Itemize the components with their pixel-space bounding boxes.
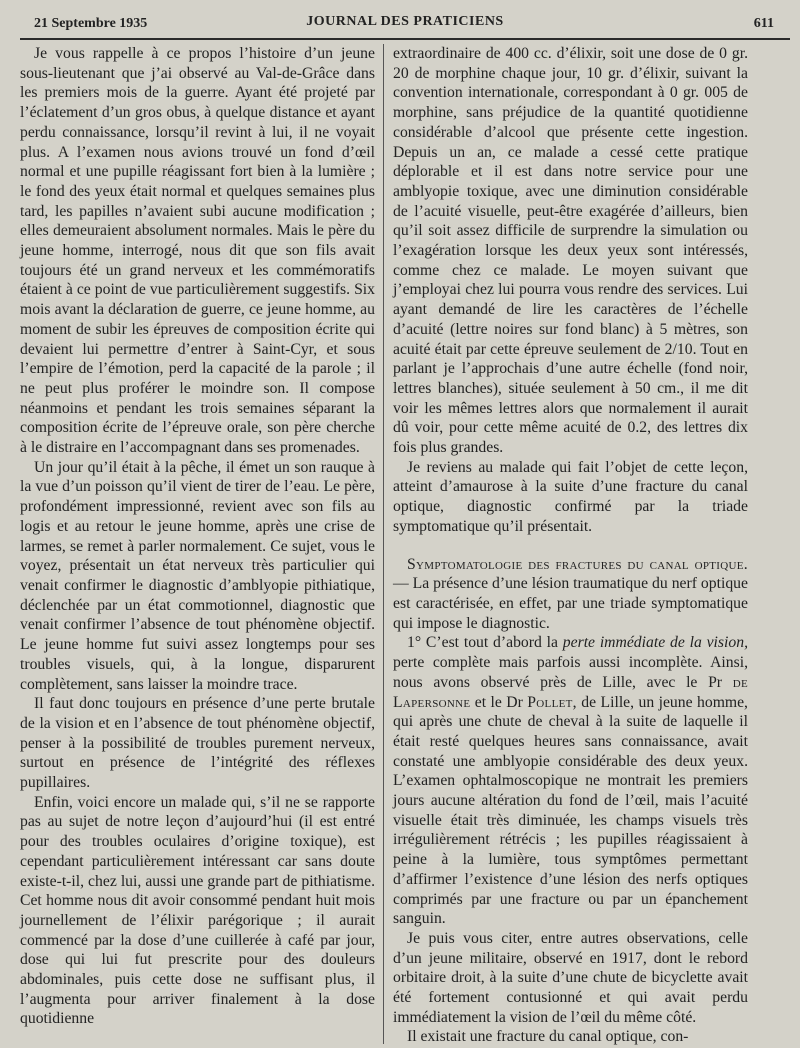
left-paragraph-1: Je vous rappelle à ce propos l’histoire d’un jeune sous-lieutenant que j’ai observé au Val-de-Grâce dans les premiers mois de la guerre. Ayant été projeté par l’éclatement d’un gros obus, à quelque distance et ayant perdu connaissance, lorsqu’il revint à lui, il ne voyait plus. A l’examen nous avions trouvé un fond d’œil normal et une pupille réagissant fort bien à la lumière ; le fond des yeux était normal et quelques semaines plus tard, les papilles n’avaient subi aucune modification ; elles demeuraient absolument normales. Mais le père du jeune homme, interrogé, nous dit que son fils avait toujours été un grand nerveux et les commémoratifs étaient à ce point de vue particulièrement suggestifs. Six mois avant la déclaration de guerre, ce jeune homme, au moment de subir les épreuves de composition écrite qui devaient lui permettre d’entrer à Saint-Cyr, et sous l’empire de l’émotion, perd la capacité de la parole ; il ne peut plus proférer le moindre son. Il compose néanmoins et pendant les trois semaines séparant la composition écrite de l’épreuve orale, son père cherche à le distraire en l’accompagnant dans ses promenades. (20, 45, 375, 457)
right-paragraph-4 (393, 633, 748, 929)
header-page-number: 611 (753, 16, 774, 31)
header-journal-title: JOURNAL DES PRATICIENS (306, 14, 504, 29)
section-paragraph (393, 555, 748, 634)
p4-middle: perte complète mais parfois aussi incomplète. Ainsi, nous avons observé près de Lille, avec le Pr (393, 654, 748, 691)
section-title: Symptomatologie des fractures du canal optique. (407, 555, 748, 573)
p4-italic: perte immédiate de la vision, (562, 634, 748, 652)
left-paragraph-3: Il faut donc toujours en présence d’une perte brutale de la vision et en l’absence de tout phénomène objectif, penser à la possibilité de troubles purement nerveux, surtout en présence de l’intégrité des réflexes pupillaires. (20, 695, 375, 792)
right-paragraph-1: extraordinaire de 400 cc. d’élixir, soit une dose de 0 gr. 20 de morphine chaque jour, 10 gr. d’élixir, suivant la convention internationale, correspondant à 0 gr. 005 de morphine, sans préjudice de la quantité quotidienne considérable d’alcool que présente cette ingestion. Depuis un an, ce malade a cessé cette pratique déplorable et il est dans notre service pour une amblyopie toxique, avec une diminution considérable de l’acuité visuelle, peut-être exagérée d’ailleurs, bien qu’il soit assez difficile de surprendre la simulation ou l’exagération lorsque les deux yeux sont intéressés, comme chez ce malade. Le moyen suivant que j’employai chez lui pourra vous rendre des services. Lui ayant demandé de lire les caractères de l’échelle d’acuité (lettre noires sur fond blanc) à 5 mètres, son acuité était par cette épreuve seulement de 2/10. Tout en parlant je l’approchais d’une autre échelle (fond noir, lettres blanches), située seulement à 50 cm., il me dit voir les mêmes lettres alors que normalement il aurait dû voir, pour cette même acuité de 0.2, des lettres dix fois plus grandes. (393, 45, 748, 457)
left-column (20, 44, 375, 1029)
left-paragraph-2: Un jour qu’il était à la pêche, il émet un son rauque à la vue d’un poisson qu’il vient de tirer de l’eau. Le père, profondément impressionné, revient avec son fils au logis et au retour le jeune homme, après une crise de larmes, se remet à parler normalement. Ce sujet, vous le voyez, présentait un état nerveux très particulier qui venait confirmer le diagnostic d’amblyopie pithiatique, déclenchée par un état commotionnel, diagnostic que venait confirmer l’absence de tout phénomène objectif. Le jeune homme fut suivi assez longtemps pour ses troubles visuels, qui, à la longue, disparurent complètement, sans laisser la moindre trace. (20, 458, 375, 693)
header-rule (20, 38, 790, 40)
right-column (393, 44, 748, 1047)
left-paragraph-4: Enfin, voici encore un malade qui, s’il ne se rapporte pas au sujet de notre leçon d’aujourd’hui (il est entré pour des troubles oculaires d’origine toxique), est cependant particulièrement intéressant car sans doute existe-t-il, chez lui, aussi une grande part de pithiatisme. Cet homme nous dit avoir consommé pendant huit mois journellement de l’élixir parégorique ; il aurait commencé par la dose d’une cuillerée à café par jour, dose qui lui fut prescrite pour des douleurs abdominales, puis cette dose ne suffisant plus, il l’augmenta pour arriver finalement à la dose quotidienne (20, 793, 375, 1028)
p4-start: 1° C’est tout d’abord la (407, 634, 563, 652)
p4-joint: et le Dr (470, 693, 528, 711)
section-intro: — La présence d’une lésion traumatique du nerf optique est caractérisée, en effet, par une triade symptomatique qui impose le diagnostic. (393, 575, 748, 632)
right-paragraph-2: Je reviens au malade qui fait l’objet de cette leçon, atteint d’amaurose à la suite d’une fracture du canal optique, diagnostic confirmé par la triade symptomatique qu’il présentait. (393, 458, 748, 535)
column-divider (383, 44, 384, 1044)
author-name-1: de Lapersonne (393, 673, 748, 711)
right-paragraph-6: Il existait une fracture du canal optique, con- (407, 1028, 689, 1046)
p4-end: de Lille, un jeune homme, qui après une chute de cheval à la suite de laquelle il était resté quelques heures sans connaissance, avait constaté une amblyopie considérable des deux yeux. L’examen ophtalmoscopique ne montrait les premiers jours aucune altération du fond de l’œil, mais l’acuité visuelle était très diminuée, les champs visuels très irrégulièrement rétrécis ; les pupilles réagissaient à peine à la lumière, tous symptômes permettant d’affirmer l’existence d’une lésion des nerfs optiques comprimés par une fracture ou par un épanchement sanguin. (393, 693, 748, 928)
page-header (20, 14, 790, 36)
author-name-2: Pollet, (527, 693, 577, 711)
right-paragraph-5: Je puis vous citer, entre autres observations, celle d’un jeune militaire, observé en 1917, dont le rebord orbitaire droit, à la suite d’une chute de bicyclette avait été fortement contusionné et qui avait perdu immédiatement la vision de l’œil du même côté. (393, 929, 748, 1026)
header-date: 21 Septembre 1935 (34, 16, 148, 31)
